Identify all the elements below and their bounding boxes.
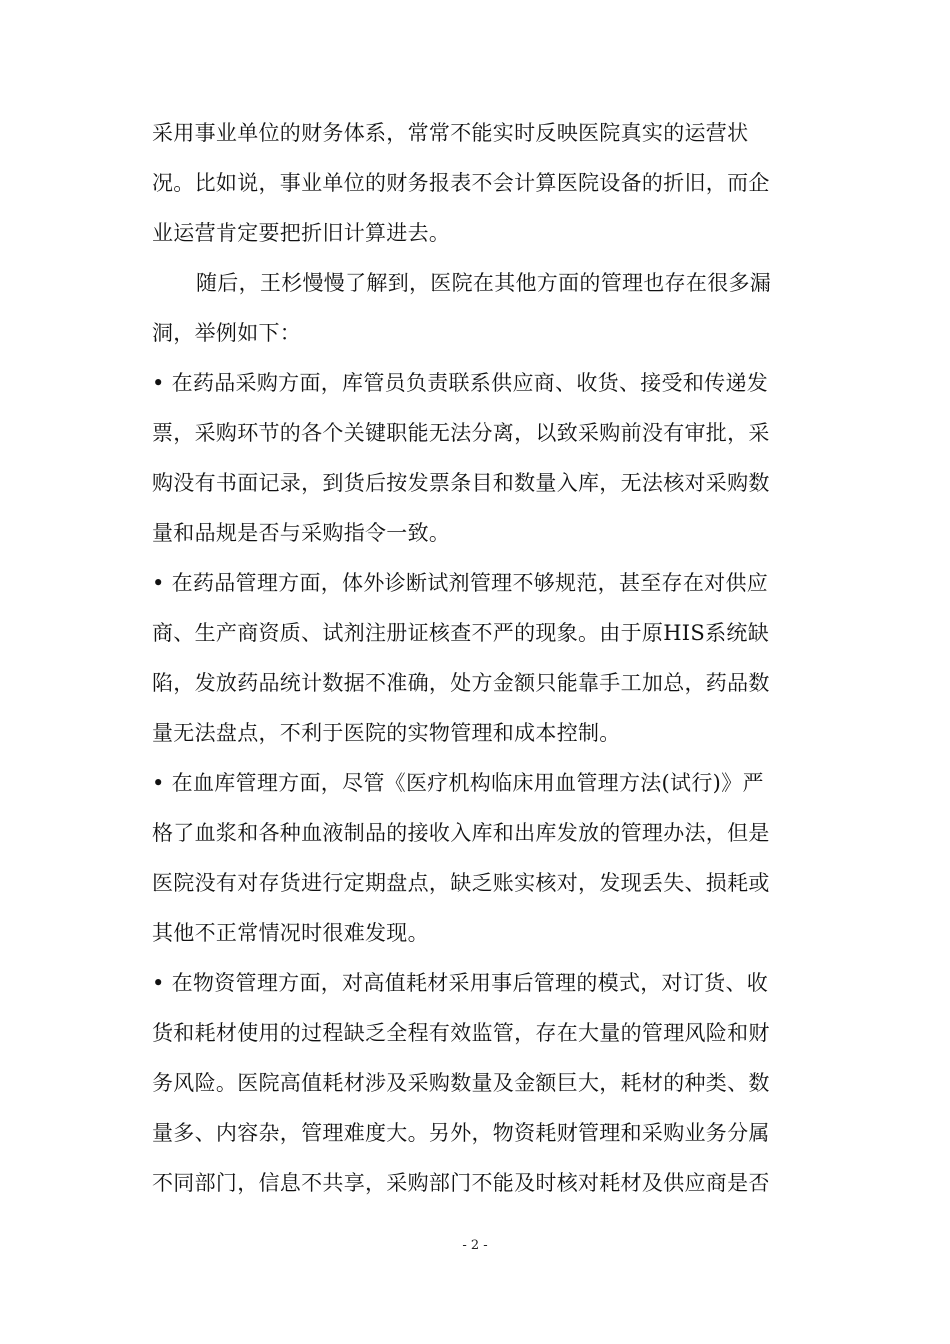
bullet-item-materials: • 在物资管理方面，对高值耗材采用事后管理的模式，对订货、收 bbox=[152, 971, 769, 995]
bullet-item-blood-bank: • 在血库管理方面，尽管《医疗机构临床用血管理方法(试行)》严 bbox=[152, 771, 764, 795]
text-line: 况。比如说，事业单位的财务报表不会计算医院设备的折旧，而企 bbox=[152, 171, 770, 195]
text-line: 陷，发放药品统计数据不准确，处方金额只能靠手工加总，药品数 bbox=[152, 671, 770, 695]
text-line: 量多、内容杂，管理难度大。另外，物资耗财管理和采购业务分属 bbox=[152, 1121, 770, 1145]
text-line: 商、生产商资质、试剂注册证核查不严的现象。由于原HIS系统缺 bbox=[152, 621, 769, 645]
text-line: 货和耗材使用的过程缺乏全程有效监管，存在大量的管理风险和财 bbox=[152, 1021, 770, 1045]
page-number: - 2 - bbox=[462, 1238, 488, 1253]
text-line: 其他不正常情况时很难发现。 bbox=[152, 921, 429, 945]
paragraph-first-line: 随后，王杉慢慢了解到，医院在其他方面的管理也存在很多漏 bbox=[196, 271, 772, 295]
text-line: 票，采购环节的各个关键职能无法分离，以致采购前没有审批，采 bbox=[152, 421, 770, 445]
text-line: 业运营肯定要把折旧计算进去。 bbox=[152, 221, 451, 245]
text-line: 格了血浆和各种血液制品的接收入库和出库发放的管理办法，但是 bbox=[152, 821, 770, 845]
text-line: 医院没有对存货进行定期盘点，缺乏账实核对，发现丢失、损耗或 bbox=[152, 871, 770, 895]
body-text bbox=[152, 108, 802, 1208]
text-line: 购没有书面记录，到货后按发票条目和数量入库，无法核对采购数 bbox=[152, 471, 770, 495]
text-line: 量和品规是否与采购指令一致。 bbox=[152, 521, 451, 545]
text-line: 务风险。医院高值耗材涉及采购数量及金额巨大，耗材的种类、数 bbox=[152, 1071, 770, 1095]
text-line: 洞，举例如下： bbox=[152, 321, 302, 345]
text-line: 量无法盘点，不利于医院的实物管理和成本控制。 bbox=[152, 721, 621, 745]
bullet-item-drug-procurement: • 在药品采购方面，库管员负责联系供应商、收货、接受和传递发 bbox=[152, 371, 769, 395]
text-line: 采用事业单位的财务体系，常常不能实时反映医院真实的运营状 bbox=[152, 121, 749, 145]
text-line: 不同部门，信息不共享，采购部门不能及时核对耗材及供应商是否 bbox=[152, 1171, 770, 1195]
bullet-item-drug-management: • 在药品管理方面，体外诊断试剂管理不够规范，甚至存在对供应 bbox=[152, 571, 769, 595]
